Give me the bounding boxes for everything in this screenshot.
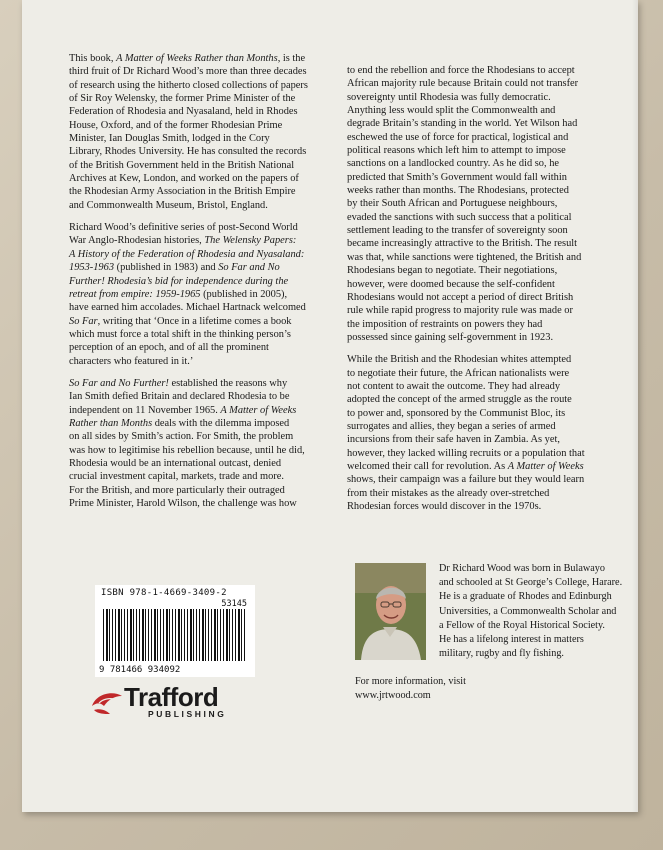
- blurb-left-column: [69, 52, 337, 519]
- book-title-text: Further! Rhodesia’s bid for independence during the: [69, 275, 289, 287]
- text-line: Rhodesians would not accept a period of direct British: [347, 291, 574, 303]
- text-line: on all sides by Smith’s action. For Smith, the problem: [69, 431, 294, 443]
- text-line: So Far and No Further! established the reasons why: [69, 377, 288, 389]
- text-line: third fruit of Dr Richard Wood’s more than three decades: [69, 66, 307, 78]
- text-line: Rhodesia would be an international outcast, denied: [69, 457, 282, 469]
- bio-line: and schooled at St George’s College, Harare.: [439, 577, 623, 589]
- text-line: degrade Britain’s standing in the world. Yet Wilson had: [347, 118, 578, 130]
- publisher-subtitle: PUBLISHING: [148, 709, 227, 719]
- book-title-text: A Matter of Weeks Rather than Months: [116, 53, 278, 64]
- text-line: was that, while sanctions were tightened, the British and: [347, 251, 582, 263]
- book-title-text: Rather than Months: [69, 417, 153, 429]
- text-line: to power and, sponsored by the Communist Bloc, its: [347, 407, 566, 419]
- book-title-text: A Matter of Weeks: [507, 460, 584, 472]
- book-title-text: A History of the Federation of Rhodesia and Nyasaland:: [69, 248, 305, 260]
- text-line: settlement leading to the transfer of sovereignty soon: [347, 225, 568, 237]
- text-line: Ian Smith defied Britain and declared Rhodesia to be: [69, 391, 290, 403]
- text-line: however, were doomed because the self-confident: [347, 278, 555, 290]
- text-line: was how to legitimise his rebellion because, until he did,: [69, 444, 305, 456]
- text-line: not content to await the outcome. They had already: [347, 380, 561, 392]
- bio-line: military, rugby and fly fishing.: [439, 648, 564, 660]
- text-line: eschewed the use of force for practical, logistical and: [347, 131, 569, 143]
- text-line: evaded the sanctions with such success that a political: [347, 211, 572, 223]
- isbn-barcode: [95, 585, 255, 677]
- text-line: characters who featured in it.’: [69, 355, 194, 367]
- more-info: [355, 675, 595, 703]
- trafford-emblem-icon: [90, 688, 124, 718]
- text-line: which must force a total shift in the thinking person’s: [69, 328, 291, 340]
- text-line: surrogates and allies, they began a series of armed: [347, 420, 556, 432]
- text-line: Prime Minister, Harold Wilson, the challenge was how: [69, 498, 297, 509]
- book-title-text: So Far and No Further!: [69, 377, 169, 389]
- book-title-text: retreat from empire: 1959-1965: [69, 288, 201, 300]
- text-line: from their mistakes as the already over-stretched: [347, 487, 550, 499]
- text-line: and Commonwealth Museum, Bristol, England.: [69, 199, 268, 211]
- text-line: This book, A Matter of Weeks Rather than Months, is the: [69, 53, 306, 64]
- blurb-paragraph: [69, 52, 337, 212]
- text-line: sovereignty until Rhodesia was fully democratic.: [347, 91, 551, 103]
- bio-line: Dr Richard Wood was born in Bulawayo: [439, 563, 605, 574]
- bio-line: He is a graduate of Rhodes and Edinburgh: [439, 591, 612, 603]
- text-line: political reasons which left him to attempt to impose: [347, 145, 566, 157]
- blurb-paragraph: [347, 353, 617, 513]
- book-title-text: The Welensky Papers:: [204, 235, 297, 247]
- text-line: Rhodesians began to negotiate. Their negotiations,: [347, 265, 558, 277]
- author-website-link[interactable]: www.jrtwood.com: [355, 690, 431, 701]
- text-line: of Sir Roy Welensky, the former Prime Minister of the: [69, 93, 296, 105]
- text-line: Rather than Months deals with the dilemma imposed: [69, 417, 290, 429]
- text-line: sanctions on a landlocked country. As he did so, he: [347, 158, 560, 170]
- text-line: however, they lacked willing recruits or a population that: [347, 447, 585, 459]
- text-line: the Rhodesian Army Association in the British Empire: [69, 186, 296, 198]
- blurb-paragraph: [69, 221, 337, 368]
- author-bio: [439, 562, 623, 661]
- book-title-text: A Matter of Weeks: [220, 404, 297, 416]
- publisher-name: Trafford: [124, 682, 219, 712]
- text-line: War Anglo-Rhodesian histories, The Welensky Papers:: [69, 235, 297, 247]
- text-line: [69, 275, 337, 288]
- text-line: House, Oxford, and of the former Rhodesian Prime: [69, 119, 283, 131]
- author-photo: [355, 563, 426, 660]
- text-line: possessed since gaining self-government in 1923.: [347, 331, 554, 343]
- text-line: became increasingly attractive to the British. The result: [347, 238, 578, 250]
- blurb-paragraph: [347, 64, 617, 344]
- text-line: predicted that Smith’s Government would fall within: [347, 171, 567, 183]
- barcode-digits: 9 781466 934092: [99, 665, 181, 675]
- author-portrait-image: [355, 563, 426, 660]
- text-line: While the British and the Rhodesian whites attempted: [347, 354, 572, 366]
- text-line: welcomed their call for revolution. As A Matter of Weeks: [347, 460, 584, 472]
- text-line: perception of an epoch, and of all the prominent: [69, 342, 269, 354]
- bio-line: He has a lifelong interest in matters: [439, 634, 584, 646]
- text-line: Minister, Ian Douglas Smith, lodged in the Cory: [69, 133, 270, 145]
- text-line: to end the rebellion and force the Rhodesians to accept: [347, 65, 575, 76]
- text-line: Rhodesian forces would discover in the 1970s.: [347, 501, 542, 512]
- book-title-text: So Far and No: [218, 262, 280, 274]
- book-title-text: 1953-1963: [69, 262, 115, 274]
- publisher-logo: [90, 682, 250, 722]
- text-line: Richard Wood’s definitive series of post-Second World: [69, 222, 298, 234]
- text-line: Library, Rhodes University. He has consulted the records: [69, 146, 307, 158]
- price-code: 53145: [221, 599, 247, 609]
- text-line: by their South African and Portuguese neighbours,: [347, 198, 558, 210]
- bio-line: Universities, a Commonwealth Scholar and: [439, 605, 617, 617]
- text-line: rule while rapid progress to majority rule was made or: [347, 305, 573, 317]
- text-line: Federation of Rhodesia and Nyasaland, held in Rhodes: [69, 106, 298, 118]
- text-line: to negotiate their future, the African nationalists were: [347, 367, 570, 379]
- blurb-right-column: [347, 64, 617, 522]
- text-line: the imposition of restraints on powers they had: [347, 318, 543, 330]
- text-line: For the British, and more particularly their outraged: [69, 484, 285, 496]
- text-line: [69, 248, 337, 261]
- text-line: incursions from their safe haven in Zambia. As yet,: [347, 434, 560, 446]
- text-line: adopted the concept of the armed struggle as the route: [347, 394, 572, 406]
- text-line: crucial investment capital, markets, trade and more.: [69, 471, 284, 483]
- text-line: So Far, writing that ‘Once in a lifetime comes a book: [69, 315, 292, 327]
- isbn-number: ISBN 978-1-4669-3409-2: [101, 588, 227, 598]
- book-title-text: So Far: [69, 315, 98, 327]
- barcode-bars: [103, 609, 247, 661]
- more-info-text: For more information, visit: [355, 676, 466, 687]
- text-line: shows, their campaign was a failure but they would learn: [347, 474, 585, 486]
- text-line: Archives at Kew, London, and worked on the papers of: [69, 173, 299, 185]
- text-line: have earned him accolades. Michael Hartnack welcomed: [69, 302, 306, 314]
- text-line: of the British Government held in the British National: [69, 159, 295, 171]
- text-line: African majority rule because Britain could not transfer: [347, 78, 579, 90]
- blurb-paragraph: [69, 377, 337, 510]
- text-line: 1953-1963 (published in 1983) and So Far and No: [69, 262, 280, 274]
- text-line: of research using the hitherto closed collections of papers: [69, 79, 308, 91]
- bio-line: a Fellow of the Royal Historical Society.: [439, 619, 605, 631]
- text-line: weeks rather than months. The Rhodesians, protected: [347, 185, 569, 197]
- text-line: independent on 11 November 1965. A Matter of Weeks: [69, 404, 297, 416]
- text-line: retreat from empire: 1959-1965 (published in 2005),: [69, 288, 288, 300]
- text-line: Anything less would split the Commonwealth and: [347, 105, 556, 117]
